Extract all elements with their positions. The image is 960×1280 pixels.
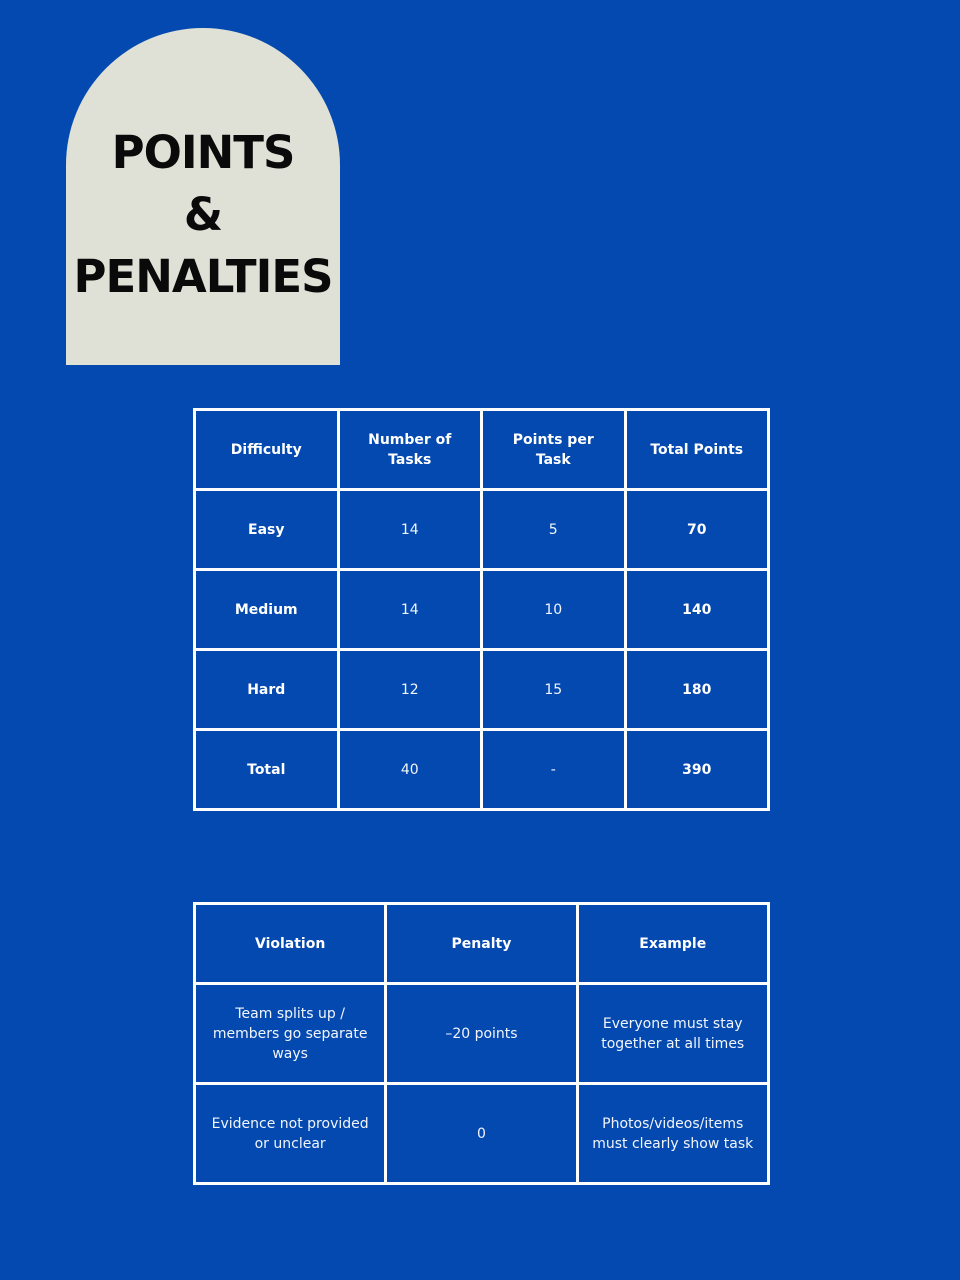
penalty-cell: 0 [386, 1084, 577, 1184]
table-row [195, 490, 769, 570]
table-row [195, 1084, 769, 1184]
total-points-cell: 180 [625, 650, 769, 730]
title-card [66, 28, 340, 365]
tasks-cell: 40 [338, 730, 482, 810]
violation-cell: Team splits up / members go separate ways [195, 984, 386, 1084]
header-example: Example [577, 904, 768, 984]
violation-cell: Evidence not provided or unclear [195, 1084, 386, 1184]
example-cell: Everyone must stay together at all times [577, 984, 768, 1084]
header-points-per-task: Points per Task [482, 410, 626, 490]
difficulty-cell: Total [195, 730, 339, 810]
points-per-task-cell: - [482, 730, 626, 810]
points-per-task-cell: 10 [482, 570, 626, 650]
total-points-cell: 390 [625, 730, 769, 810]
table-row [195, 984, 769, 1084]
penalty-cell: –20 points [386, 984, 577, 1084]
example-cell: Photos/videos/items must clearly show task [577, 1084, 768, 1184]
title-line-points: POINTS [111, 126, 295, 179]
penalty-table [193, 902, 770, 1185]
total-points-cell: 140 [625, 570, 769, 650]
points-table [193, 408, 770, 811]
header-number-of-tasks: Number of Tasks [338, 410, 482, 490]
tasks-cell: 14 [338, 490, 482, 570]
difficulty-cell: Hard [195, 650, 339, 730]
total-points-cell: 70 [625, 490, 769, 570]
points-table-header-row [195, 410, 769, 490]
penalty-table-header-row [195, 904, 769, 984]
table-row [195, 570, 769, 650]
header-violation: Violation [195, 904, 386, 984]
difficulty-cell: Easy [195, 490, 339, 570]
table-row [195, 650, 769, 730]
table-row-total [195, 730, 769, 810]
points-per-task-cell: 15 [482, 650, 626, 730]
points-per-task-cell: 5 [482, 490, 626, 570]
tasks-cell: 14 [338, 570, 482, 650]
header-total-points: Total Points [625, 410, 769, 490]
header-difficulty: Difficulty [195, 410, 339, 490]
header-penalty: Penalty [386, 904, 577, 984]
tasks-cell: 12 [338, 650, 482, 730]
title-line-ampersand: & [183, 188, 223, 241]
difficulty-cell: Medium [195, 570, 339, 650]
title-line-penalties: PENALTIES [73, 250, 333, 303]
